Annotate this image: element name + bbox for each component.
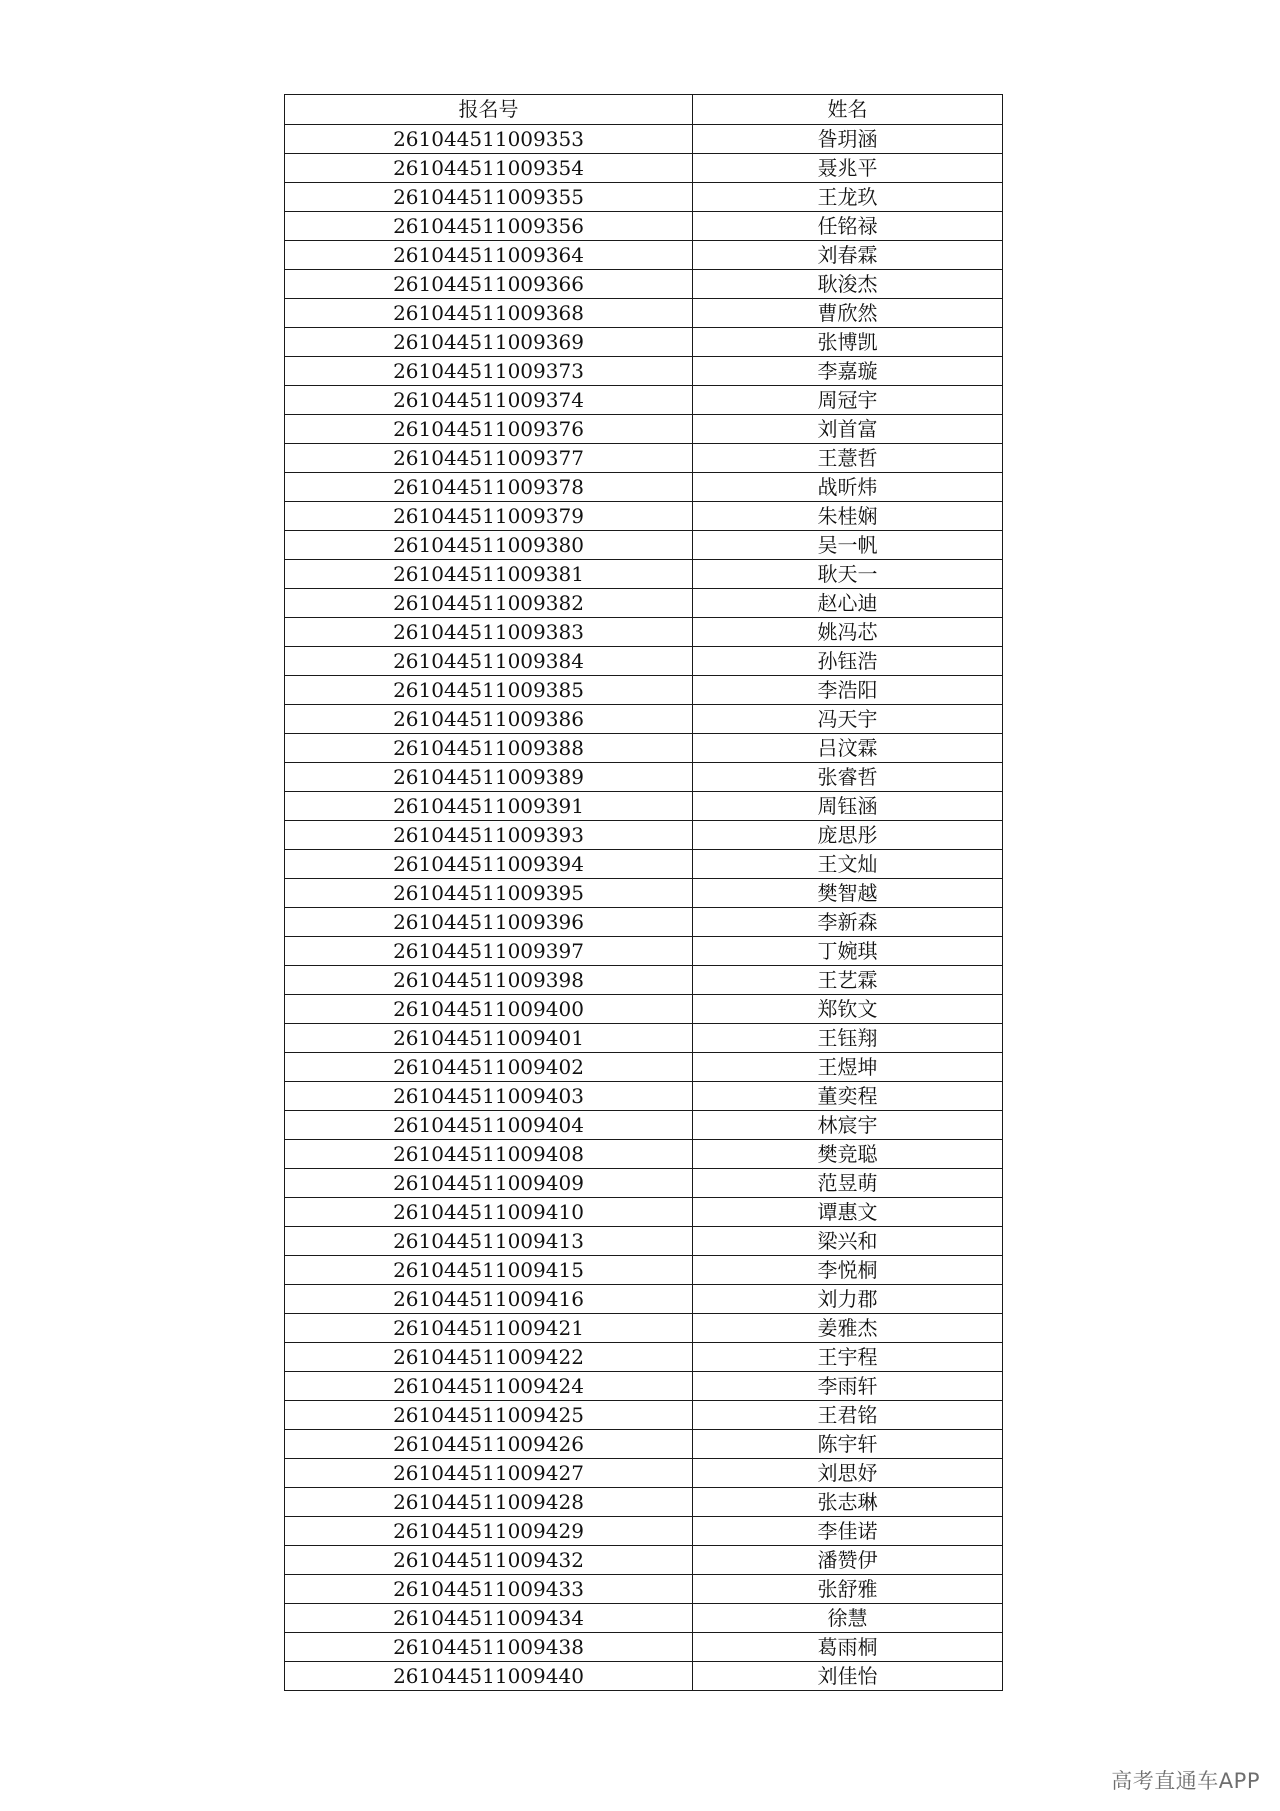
cell-registration-number: 261044511009355: [285, 183, 693, 212]
cell-name: 樊智越: [693, 879, 1003, 908]
cell-registration-number: 261044511009389: [285, 763, 693, 792]
table-row: [285, 1198, 1003, 1227]
header-registration-number: 报名号: [285, 95, 693, 125]
cell-registration-number: 261044511009384: [285, 647, 693, 676]
table-row: [285, 1633, 1003, 1662]
table-row: [285, 937, 1003, 966]
table-row: [285, 125, 1003, 154]
cell-registration-number: 261044511009410: [285, 1198, 693, 1227]
cell-registration-number: 261044511009422: [285, 1343, 693, 1372]
cell-name: 周钰涵: [693, 792, 1003, 821]
cell-name: 王龙玖: [693, 183, 1003, 212]
cell-name: 耿天一: [693, 560, 1003, 589]
cell-name: 王艺霖: [693, 966, 1003, 995]
watermark-text: 高考直通车APP: [1111, 1769, 1260, 1793]
table-row: [285, 1140, 1003, 1169]
table-row: [285, 647, 1003, 676]
cell-name: 王文灿: [693, 850, 1003, 879]
table-row: [285, 212, 1003, 241]
cell-name: 李雨轩: [693, 1372, 1003, 1401]
table-row: [285, 1256, 1003, 1285]
cell-name: 王薏哲: [693, 444, 1003, 473]
cell-registration-number: 261044511009433: [285, 1575, 693, 1604]
cell-name: 张睿哲: [693, 763, 1003, 792]
cell-registration-number: 261044511009385: [285, 676, 693, 705]
table-row: [285, 676, 1003, 705]
cell-registration-number: 261044511009396: [285, 908, 693, 937]
table-row: [285, 589, 1003, 618]
roster-sheet: [284, 94, 1002, 1691]
table-row: [285, 1430, 1003, 1459]
cell-registration-number: 261044511009395: [285, 879, 693, 908]
cell-name: 张志琳: [693, 1488, 1003, 1517]
table-row: [285, 531, 1003, 560]
header-name: 姓名: [693, 95, 1003, 125]
cell-name: 刘首富: [693, 415, 1003, 444]
cell-registration-number: 261044511009409: [285, 1169, 693, 1198]
cell-name: 李佳诺: [693, 1517, 1003, 1546]
cell-name: 昝玥涵: [693, 125, 1003, 154]
table-row: [285, 705, 1003, 734]
cell-registration-number: 261044511009354: [285, 154, 693, 183]
cell-registration-number: 261044511009379: [285, 502, 693, 531]
table-row: [285, 1372, 1003, 1401]
table-row: [285, 328, 1003, 357]
cell-name: 庞思彤: [693, 821, 1003, 850]
table-row: [285, 1343, 1003, 1372]
cell-registration-number: 261044511009424: [285, 1372, 693, 1401]
table-row: [285, 879, 1003, 908]
cell-registration-number: 261044511009397: [285, 937, 693, 966]
cell-name: 张博凯: [693, 328, 1003, 357]
table-row: [285, 850, 1003, 879]
table-row: [285, 1024, 1003, 1053]
cell-name: 刘春霖: [693, 241, 1003, 270]
cell-registration-number: 261044511009394: [285, 850, 693, 879]
cell-registration-number: 261044511009356: [285, 212, 693, 241]
cell-registration-number: 261044511009432: [285, 1546, 693, 1575]
table-row: [285, 966, 1003, 995]
cell-registration-number: 261044511009400: [285, 995, 693, 1024]
cell-name: 周冠宇: [693, 386, 1003, 415]
table-header-row: [285, 95, 1003, 125]
cell-name: 王钰翔: [693, 1024, 1003, 1053]
table-body: [285, 125, 1003, 1691]
cell-name: 吕汶霖: [693, 734, 1003, 763]
cell-name: 李浩阳: [693, 676, 1003, 705]
cell-registration-number: 261044511009374: [285, 386, 693, 415]
table-row: [285, 1053, 1003, 1082]
cell-name: 刘思妤: [693, 1459, 1003, 1488]
cell-name: 聂兆平: [693, 154, 1003, 183]
cell-registration-number: 261044511009377: [285, 444, 693, 473]
table-row: [285, 1575, 1003, 1604]
cell-registration-number: 261044511009416: [285, 1285, 693, 1314]
cell-registration-number: 261044511009369: [285, 328, 693, 357]
cell-registration-number: 261044511009402: [285, 1053, 693, 1082]
table-row: [285, 792, 1003, 821]
table-row: [285, 1314, 1003, 1343]
cell-registration-number: 261044511009427: [285, 1459, 693, 1488]
table-row: [285, 821, 1003, 850]
cell-name: 李新森: [693, 908, 1003, 937]
table-row: [285, 357, 1003, 386]
roster-table: [284, 94, 1003, 1691]
cell-registration-number: 261044511009353: [285, 125, 693, 154]
table-row: [285, 1169, 1003, 1198]
cell-registration-number: 261044511009440: [285, 1662, 693, 1691]
cell-registration-number: 261044511009428: [285, 1488, 693, 1517]
table-row: [285, 1662, 1003, 1691]
cell-registration-number: 261044511009401: [285, 1024, 693, 1053]
cell-name: 林宸宇: [693, 1111, 1003, 1140]
cell-name: 张舒雅: [693, 1575, 1003, 1604]
cell-name: 梁兴和: [693, 1227, 1003, 1256]
cell-name: 孙钰浩: [693, 647, 1003, 676]
cell-name: 战昕炜: [693, 473, 1003, 502]
table-row: [285, 1459, 1003, 1488]
table-row: [285, 299, 1003, 328]
cell-name: 丁婉琪: [693, 937, 1003, 966]
cell-name: 范昱萌: [693, 1169, 1003, 1198]
table-row: [285, 908, 1003, 937]
cell-name: 樊竞聪: [693, 1140, 1003, 1169]
cell-name: 姚冯芯: [693, 618, 1003, 647]
cell-name: 李悦桐: [693, 1256, 1003, 1285]
cell-registration-number: 261044511009413: [285, 1227, 693, 1256]
cell-name: 潘赞伊: [693, 1546, 1003, 1575]
cell-registration-number: 261044511009398: [285, 966, 693, 995]
cell-registration-number: 261044511009373: [285, 357, 693, 386]
cell-name: 葛雨桐: [693, 1633, 1003, 1662]
cell-name: 谭惠文: [693, 1198, 1003, 1227]
cell-name: 王君铭: [693, 1401, 1003, 1430]
table-row: [285, 183, 1003, 212]
cell-name: 朱桂娴: [693, 502, 1003, 531]
cell-registration-number: 261044511009388: [285, 734, 693, 763]
table-row: [285, 473, 1003, 502]
table-row: [285, 1111, 1003, 1140]
table-row: [285, 1285, 1003, 1314]
table-row: [285, 618, 1003, 647]
cell-name: 刘佳怡: [693, 1662, 1003, 1691]
cell-registration-number: 261044511009421: [285, 1314, 693, 1343]
table-row: [285, 1517, 1003, 1546]
cell-registration-number: 261044511009364: [285, 241, 693, 270]
table-row: [285, 154, 1003, 183]
cell-name: 冯天宇: [693, 705, 1003, 734]
table-row: [285, 386, 1003, 415]
table-row: [285, 734, 1003, 763]
cell-name: 徐慧: [693, 1604, 1003, 1633]
cell-name: 曹欣然: [693, 299, 1003, 328]
table-row: [285, 560, 1003, 589]
cell-registration-number: 261044511009393: [285, 821, 693, 850]
cell-name: 任铭禄: [693, 212, 1003, 241]
cell-registration-number: 261044511009386: [285, 705, 693, 734]
cell-registration-number: 261044511009415: [285, 1256, 693, 1285]
cell-registration-number: 261044511009368: [285, 299, 693, 328]
table-row: [285, 1604, 1003, 1633]
cell-registration-number: 261044511009378: [285, 473, 693, 502]
cell-registration-number: 261044511009404: [285, 1111, 693, 1140]
cell-registration-number: 261044511009403: [285, 1082, 693, 1111]
cell-registration-number: 261044511009380: [285, 531, 693, 560]
cell-registration-number: 261044511009382: [285, 589, 693, 618]
table-row: [285, 1082, 1003, 1111]
cell-name: 吴一帆: [693, 531, 1003, 560]
cell-registration-number: 261044511009383: [285, 618, 693, 647]
table-row: [285, 415, 1003, 444]
cell-name: 王宇程: [693, 1343, 1003, 1372]
cell-name: 姜雅杰: [693, 1314, 1003, 1343]
table-row: [285, 1546, 1003, 1575]
table-row: [285, 763, 1003, 792]
cell-registration-number: 261044511009376: [285, 415, 693, 444]
table-row: [285, 1401, 1003, 1430]
cell-registration-number: 261044511009438: [285, 1633, 693, 1662]
table-row: [285, 1227, 1003, 1256]
cell-name: 郑钦文: [693, 995, 1003, 1024]
table-row: [285, 502, 1003, 531]
cell-registration-number: 261044511009426: [285, 1430, 693, 1459]
cell-registration-number: 261044511009429: [285, 1517, 693, 1546]
cell-registration-number: 261044511009391: [285, 792, 693, 821]
table-row: [285, 444, 1003, 473]
table-row: [285, 1488, 1003, 1517]
cell-name: 耿浚杰: [693, 270, 1003, 299]
cell-registration-number: 261044511009366: [285, 270, 693, 299]
table-row: [285, 241, 1003, 270]
cell-name: 陈宇轩: [693, 1430, 1003, 1459]
table-row: [285, 270, 1003, 299]
cell-registration-number: 261044511009408: [285, 1140, 693, 1169]
table-row: [285, 995, 1003, 1024]
cell-name: 李嘉璇: [693, 357, 1003, 386]
cell-registration-number: 261044511009381: [285, 560, 693, 589]
cell-registration-number: 261044511009425: [285, 1401, 693, 1430]
cell-registration-number: 261044511009434: [285, 1604, 693, 1633]
cell-name: 赵心迪: [693, 589, 1003, 618]
cell-name: 董奕程: [693, 1082, 1003, 1111]
cell-name: 刘力郡: [693, 1285, 1003, 1314]
cell-name: 王煜坤: [693, 1053, 1003, 1082]
